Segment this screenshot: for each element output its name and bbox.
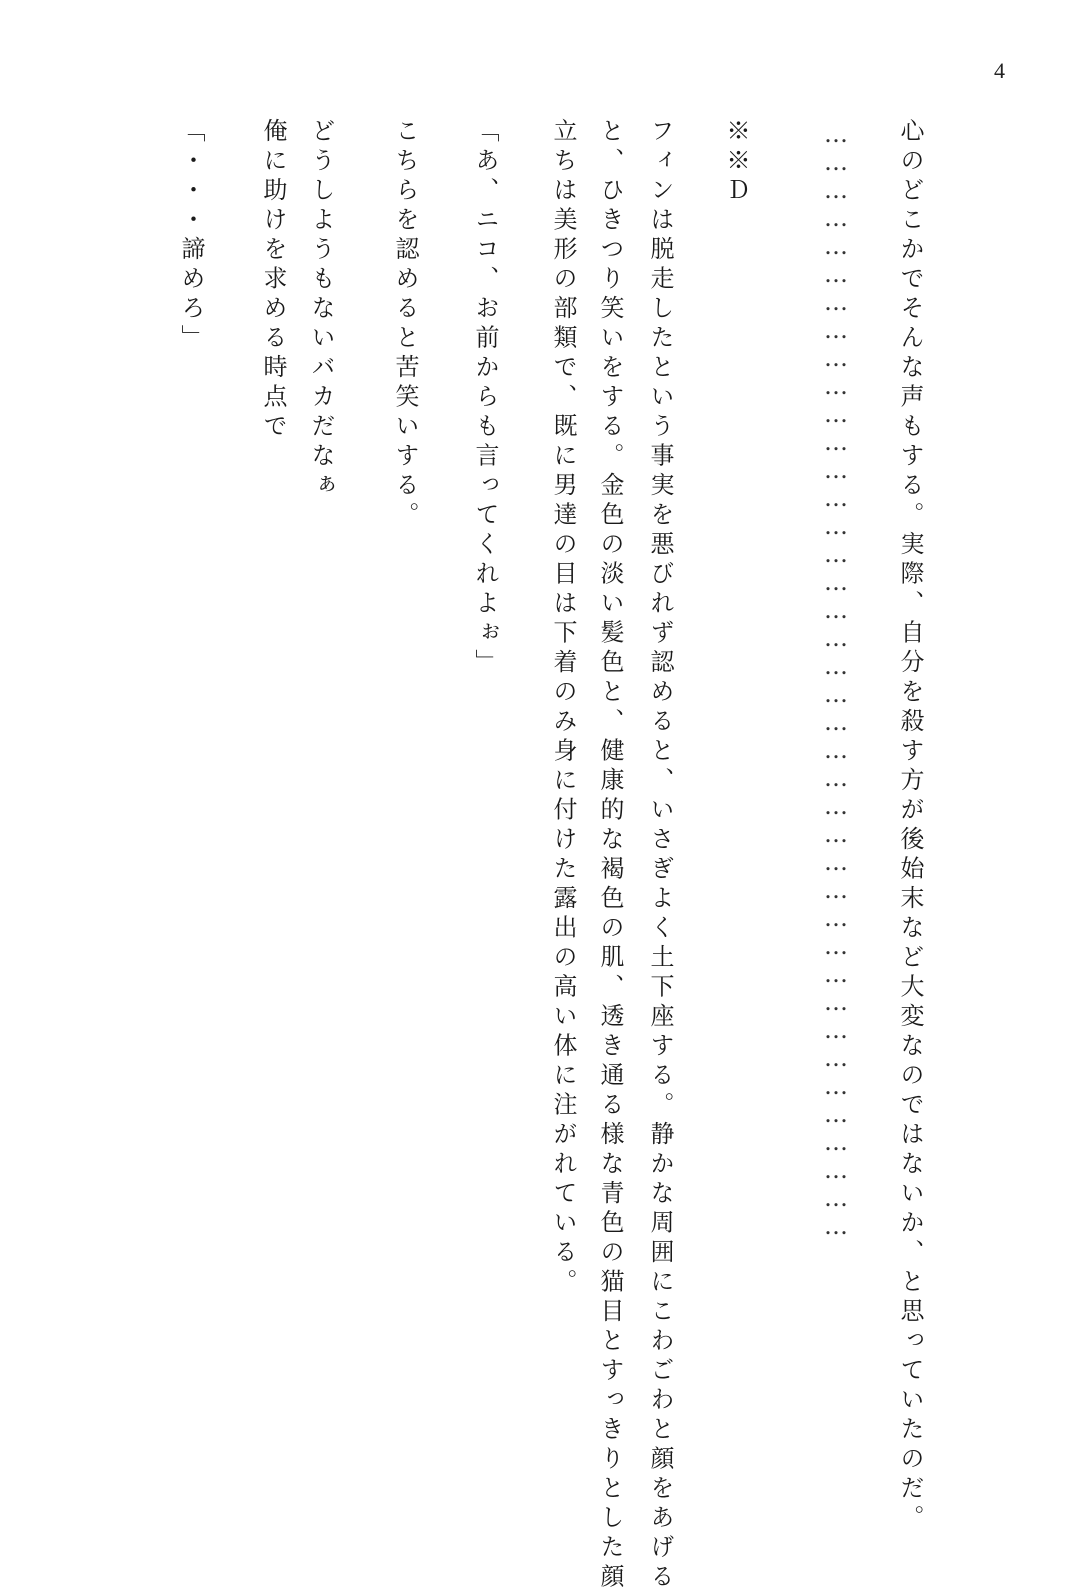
dialogue-line: 「・・・諦めろ」 xyxy=(177,118,205,354)
dialogue-line: 「あ、ニコ、お前からも言ってくれよぉ」 xyxy=(471,118,499,679)
page-number: 4 xyxy=(994,58,1005,83)
text-line-narration: こちらを認めると苦笑いする。 xyxy=(391,118,419,531)
scene-separator-dots: ………………………………………………………………………………………………………… xyxy=(822,120,850,1240)
text-line-inner-thought: 俺に助けを求める時点で xyxy=(259,118,287,443)
text-line-narration: 立ちは美形の部類で、既に男達の目は下着のみ身に付けた露出の高い体に注がれている。 xyxy=(549,118,577,1298)
text-line-narration: フィンは脱走したという事実を悪びれず認めると、いさぎよく土下座する。静かな周囲にこわごわと顔をあげる xyxy=(646,118,674,1593)
text-line-narration: と、ひきつり笑いをする。金色の淡い髪色と、健康的な褐色の肌、透き通る様な青色の猫目とすっきりとした顔 xyxy=(596,118,624,1593)
scene-marker: ※※Ｄ xyxy=(722,118,750,207)
text-line-inner-thought: どうしようもないバカだなぁ xyxy=(307,118,335,502)
text-line-inner-thought: 心のどこかでそんな声もする。実際、自分を殺す方が後始末など大変なのではないか、と思っていたのだ。 xyxy=(896,118,924,1534)
